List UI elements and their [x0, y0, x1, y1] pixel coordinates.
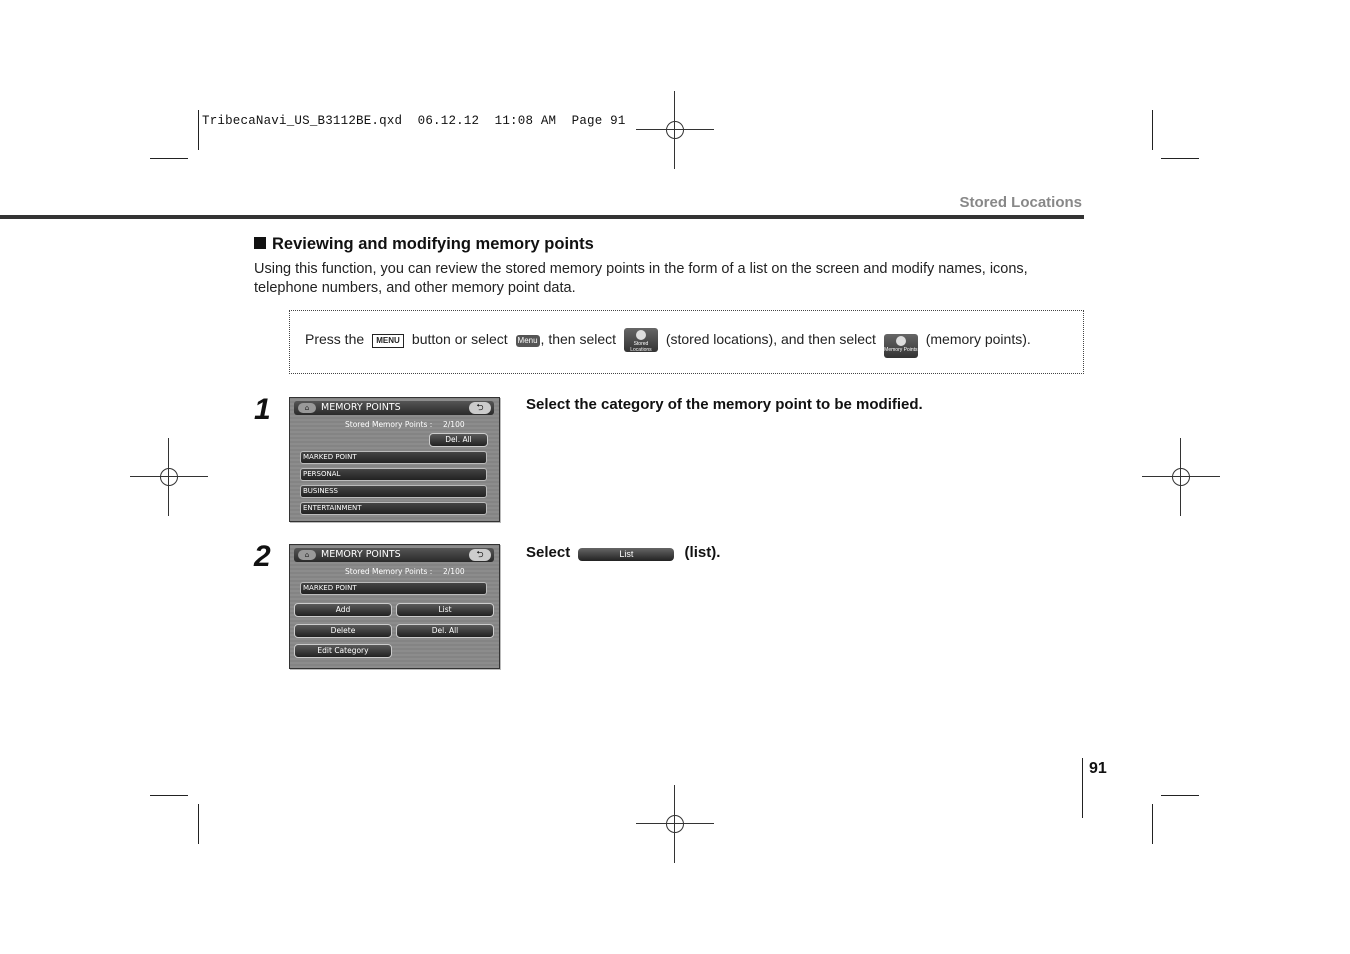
memory-points-icon: Memory Points — [884, 334, 918, 358]
category-item[interactable]: ENTERTAINMENT — [300, 502, 487, 515]
back-icon: ⮌ — [469, 549, 491, 561]
crop-mark — [198, 110, 199, 150]
del-all-button[interactable]: Del. All — [429, 433, 488, 447]
selected-category: MARKED POINT — [300, 582, 487, 595]
registration-mark-icon — [1142, 438, 1220, 516]
page-number: 91 — [1089, 760, 1107, 777]
stored-count-label: Stored Memory Points : — [345, 567, 433, 576]
category-item[interactable]: MARKED POINT — [300, 451, 487, 464]
list-button-icon: List — [578, 548, 674, 561]
memory-points-screen — [289, 397, 500, 522]
home-icon: ⌂ — [298, 403, 316, 413]
stored-count-value: 2/100 — [443, 567, 465, 576]
category-item[interactable]: PERSONAL — [300, 468, 487, 481]
crop-mark — [1152, 110, 1153, 150]
delete-button[interactable]: Delete — [294, 624, 392, 638]
running-head: Stored Locations — [959, 194, 1082, 211]
step-instruction: Select List (list). — [526, 544, 721, 561]
instruction-text: Press the MENU button or select Menu , then select Stored Locations (stored locations), and then select Memory Points (memory points). — [305, 328, 1065, 358]
home-icon: ⌂ — [298, 550, 316, 560]
add-button[interactable]: Add — [294, 603, 392, 617]
stored-count-value: 2/100 — [443, 420, 465, 429]
list-button[interactable]: List — [396, 603, 494, 617]
menu-button-icon: MENU — [372, 334, 404, 348]
print-slug: TribecaNavi_US_B3112BE.qxd 06.12.12 11:08 AM Page 91 — [202, 114, 626, 128]
crop-mark — [1161, 795, 1199, 796]
header-rule — [0, 215, 1084, 219]
step-number: 1 — [254, 393, 271, 426]
back-icon: ⮌ — [469, 402, 491, 414]
menu-touch-icon: Menu — [517, 336, 538, 345]
del-all-button[interactable]: Del. All — [396, 624, 494, 638]
crop-mark — [198, 804, 199, 844]
registration-mark-icon — [130, 438, 208, 516]
screen-title-bar: ⌂ MEMORY POINTS ⮌ — [294, 548, 494, 562]
registration-mark-icon — [636, 91, 714, 169]
registration-mark-icon — [636, 785, 714, 863]
category-item[interactable]: BUSINESS — [300, 485, 487, 498]
step-number: 2 — [254, 540, 271, 573]
stored-count-label: Stored Memory Points : — [345, 420, 433, 429]
step-instruction: Select the category of the memory point to be modified. — [526, 396, 923, 413]
crop-mark — [1152, 804, 1153, 844]
intro-paragraph: Using this function, you can review the stored memory points in the form of a list on the screen and modify names, icons, telephone numbers, and other memory point data. — [254, 261, 1028, 296]
crop-mark — [150, 795, 188, 796]
square-bullet-icon — [254, 237, 266, 249]
crop-mark — [150, 158, 188, 159]
instruction-box — [289, 310, 1084, 374]
stored-locations-icon: Stored Locations — [624, 328, 658, 352]
memory-points-category-screen — [289, 544, 500, 669]
page-number-rule — [1082, 758, 1083, 818]
section-title: Reviewing and modifying memory points — [254, 235, 594, 254]
crop-mark — [1161, 158, 1199, 159]
edit-category-button[interactable]: Edit Category — [294, 644, 392, 658]
screen-title-bar: ⌂ MEMORY POINTS ⮌ — [294, 401, 494, 415]
